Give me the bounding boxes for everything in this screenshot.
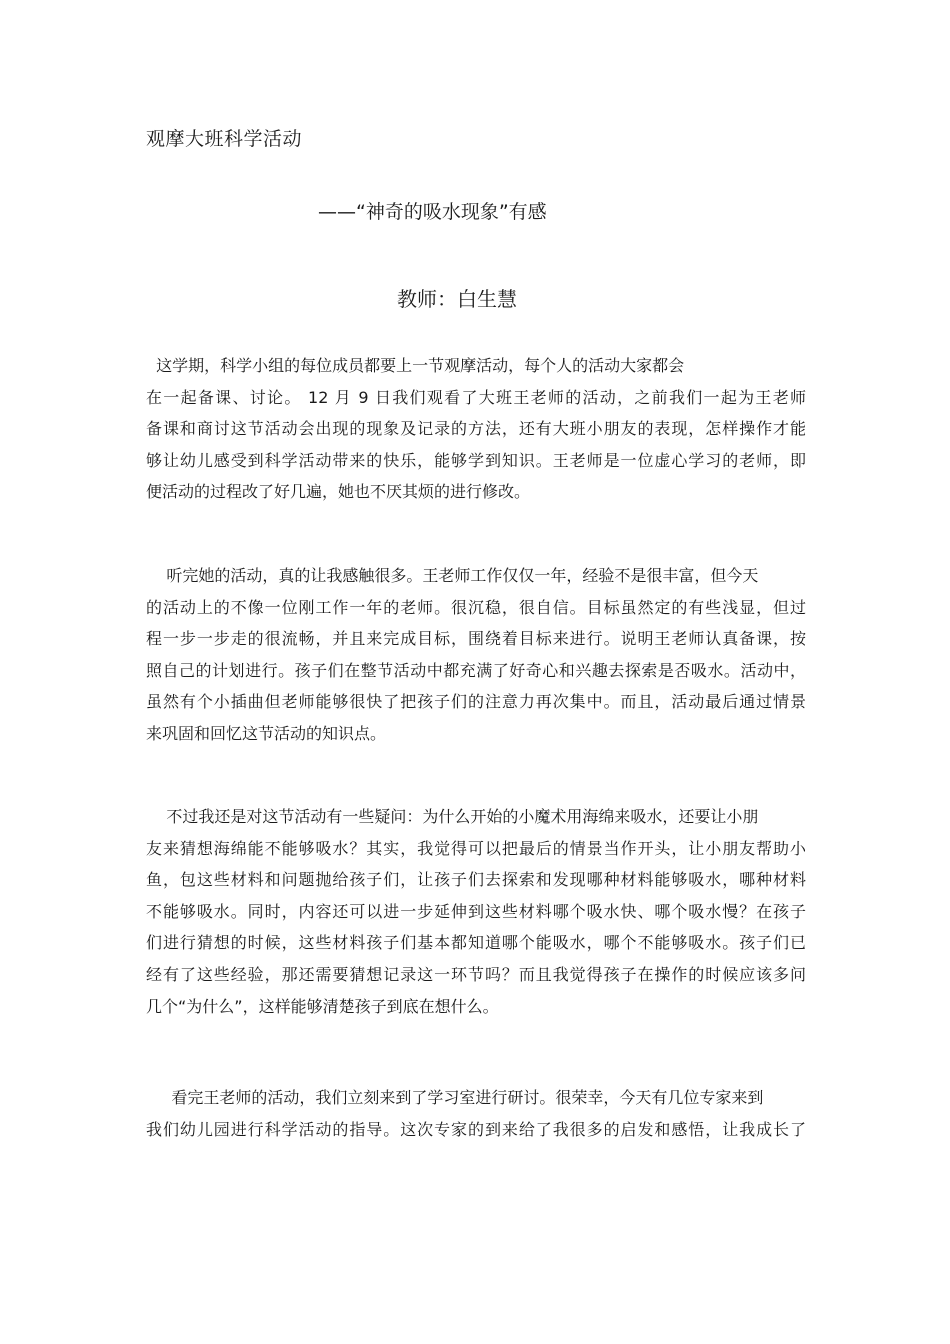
paragraph-line: 虽然有个小插曲但老师能够很快了把孩子们的注意力再次集中。而且，活动最后通过情景 (146, 692, 806, 712)
paragraph-line: 在一起备课、讨论。 12 月 9 日我们观看了大班王老师的活动，之前我们一起为王老师 (146, 387, 806, 407)
paragraph-line: 程一步一步走的很流畅，并且来完成目标，围绕着目标来进行。说明王老师认真备课，按 (146, 629, 806, 649)
paragraph-4 (146, 1082, 806, 1145)
paragraph-line: 不过我还是对这节活动有一些疑问：为什么开始的小魔术用海绵来吸水，还要让小朋 (146, 807, 759, 826)
paragraph-line: 我们幼儿园进行科学活动的指导。这次专家的到来给了我很多的启发和感悟，让我成长了 (146, 1119, 806, 1139)
paragraph-1 (146, 350, 806, 508)
document-subtitle: ——“神奇的吸水现象”有感 (318, 201, 547, 223)
paragraph-line: 们进行猜想的时候，这些材料孩子们基本都知道哪个能吸水，哪个不能够吸水。孩子们已 (146, 933, 806, 953)
paragraph-line: 几个“为什么”，这样能够清楚孩子到底在想什么。 (146, 996, 499, 1016)
paragraph-line: 鱼，包这些材料和问题抛给孩子们，让孩子们去探索和发现哪种材料能够吸水，哪种材料 (146, 870, 806, 890)
paragraph-line: 够让幼儿感受到科学活动带来的快乐，能够学到知识。王老师是一位虚心学习的老师，即 (146, 450, 806, 470)
paragraph-3 (146, 801, 806, 1022)
paragraph-line: 便活动的过程改了好几遍，她也不厌其烦的进行修改。 (146, 482, 531, 502)
paragraph-line: 的活动上的不像一位刚工作一年的老师。很沉稳，很自信。目标虽然定的有些浅显，但过 (146, 597, 806, 617)
paragraph-line: 友来猜想海绵能不能够吸水？其实，我觉得可以把最后的情景当作开头，让小朋友帮助小 (146, 838, 806, 858)
document-title: 观摩大班科学活动 (146, 128, 303, 150)
paragraph-line: 照自己的计划进行。孩子们在整节活动中都充满了好奇心和兴趣去探索是否吸水。活动中， (146, 660, 806, 680)
paragraph-line: 看完王老师的活动，我们立刻来到了学习室进行研讨。很荣幸，今天有几位专家来到 (146, 1088, 764, 1107)
paragraph-line: 经有了这些经验，那还需要猜想记录这一环节吗？而且我觉得孩子在操作的时候应该多问 (146, 964, 806, 984)
paragraph-line: 来巩固和回忆这节活动的知识点。 (146, 723, 387, 743)
document-author: 教师：白生慧 (397, 287, 517, 311)
paragraph-line: 备课和商讨这节活动会出现的现象及记录的方法，还有大班小朋友的表现，怎样操作才能 (146, 419, 806, 439)
paragraph-2 (146, 560, 806, 750)
paragraph-line: 不能够吸水。同时，内容还可以进一步延伸到这些材料哪个吸水快、哪个吸水慢？在孩子 (146, 901, 806, 921)
paragraph-line: 这学期，科学小组的每位成员都要上一节观摩活动，每个人的活动大家都会 (146, 356, 685, 375)
paragraph-line: 听完她的活动，真的让我感触很多。王老师工作仅仅一年，经验不是很丰富，但今天 (146, 566, 759, 585)
